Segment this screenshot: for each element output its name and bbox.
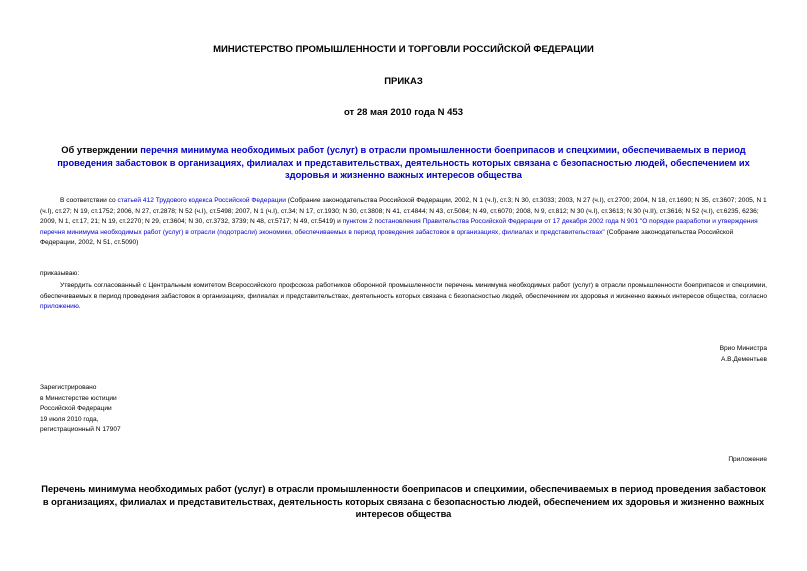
approve-paragraph	[40, 281, 767, 313]
order-heading: ПРИКАЗ	[384, 76, 423, 87]
order-title	[40, 144, 767, 182]
appendix-link[interactable]: приложению	[40, 303, 79, 311]
registration-block	[40, 383, 121, 436]
order-directive: приказываю:	[40, 270, 80, 277]
order-date: от 28 мая 2010 года N 453	[343, 107, 464, 118]
approve-end: .	[78, 303, 81, 311]
registration-line-4: 19 июля 2010 года,	[40, 415, 99, 423]
signature-block	[720, 344, 767, 365]
signer-position: Врио Министра	[719, 345, 767, 352]
appendix-label: Приложение	[728, 456, 767, 463]
registration-line-2: в Министерстве юстиции	[40, 394, 117, 402]
basis-text-2: (Собрание законодательства Российской Федерации, 2002, N 1 (ч.I), ст.3; N 30, ст.3033; 2003, N 27 (ч.I), ст.2700; 2004, N 18, ст.1690; N 35, ст.3607; 2005, N 1 (ч.I), ст.27; N 19, ст.1752; 2006, N 27, ст.2878; N 52 (ч.I), ст.5498; 2007, N 1 (ч.I), ст.34; N 17, ст.1930; N 30, ст.3808; N 41, ст.4844; N 43, ст.5084; N 49, ст.6070; 2008, N 9, ст.812; N 30 (ч.I), ст.3613; N 30 (ч.II), ст.3616; N 52 (ч.I), ст.6235, 6236; 2009, N 1, ст.17, 21; N 19, ст.2270; N 29, ст.3604; N 30, ст.3732, 3739; N 48, ст.5717; N 49, ст.5419) и	[40, 197, 767, 226]
basis-text-1: В соответствии со	[60, 197, 118, 204]
legal-basis-paragraph	[40, 196, 767, 249]
appendix-title: Перечень минимума необходимых работ (услуг) в отрасли промышленности боеприпасов и спецхимии, обеспечиваемых в период проведения забастовок в организациях, филиалах и представительствах, деятельность которых связана с безопасностью людей, обеспечением их здоровья и жизненно важных интересов общества	[41, 484, 766, 519]
registration-line-3: Российской Федерации	[40, 405, 112, 413]
title-list-link[interactable]: перечня минимума необходимых работ (услуг) в отрасли промышленности боеприпасов и спецхимии, обеспечиваемых в период проведения забастовок в организациях, филиалах и представительствах, деятельность которых связана с безопасностью людей, обеспечением их здоровья и жизненно важных интересов общества	[57, 145, 750, 180]
government-decree-link[interactable]: пунктом 2 постановления Правительства Российской Федерации от 17 декабря 2002 года N 901 "О порядке разработки и утверждения перечня минимума необходимых работ (услуг) в отрасли (подотрасли) экономики, обеспечиваемых в период проведения забастовок в организациях, филиалах и представительствах"	[40, 218, 758, 236]
registration-line-1: Зарегистрировано	[40, 384, 97, 391]
approve-text: Утвердить согласованный с Центральным комитетом Всероссийского профсоюза работников оборонной промышленности перечень минимума необходимых работ (услуг) в отрасли промышленности боеприпасов и спецхимии, обеспечиваемых в период проведения забастовок в организациях, филиалах и представительствах, деятельность которых связана с безопасностью людей, обеспечением их здоровья и жизненно важных интересов общества, согласно	[40, 282, 767, 300]
basis-text-3: (Собрание законодательства Российской Федерации, 2002, N 51, ст.5090)	[40, 228, 734, 247]
ministry-heading: МИНИСТЕРСТВО ПРОМЫШЛЕННОСТИ И ТОРГОВЛИ РОССИЙСКОЙ ФЕДЕРАЦИИ	[213, 44, 594, 55]
title-prefix: Об утверждении	[61, 145, 141, 155]
registration-line-5: регистрационный N 17907	[40, 426, 121, 434]
labor-code-link[interactable]: статьей 412 Трудового кодекса Российской Федерации	[117, 197, 286, 204]
signer-name: А.В.Дементьев	[720, 355, 767, 363]
